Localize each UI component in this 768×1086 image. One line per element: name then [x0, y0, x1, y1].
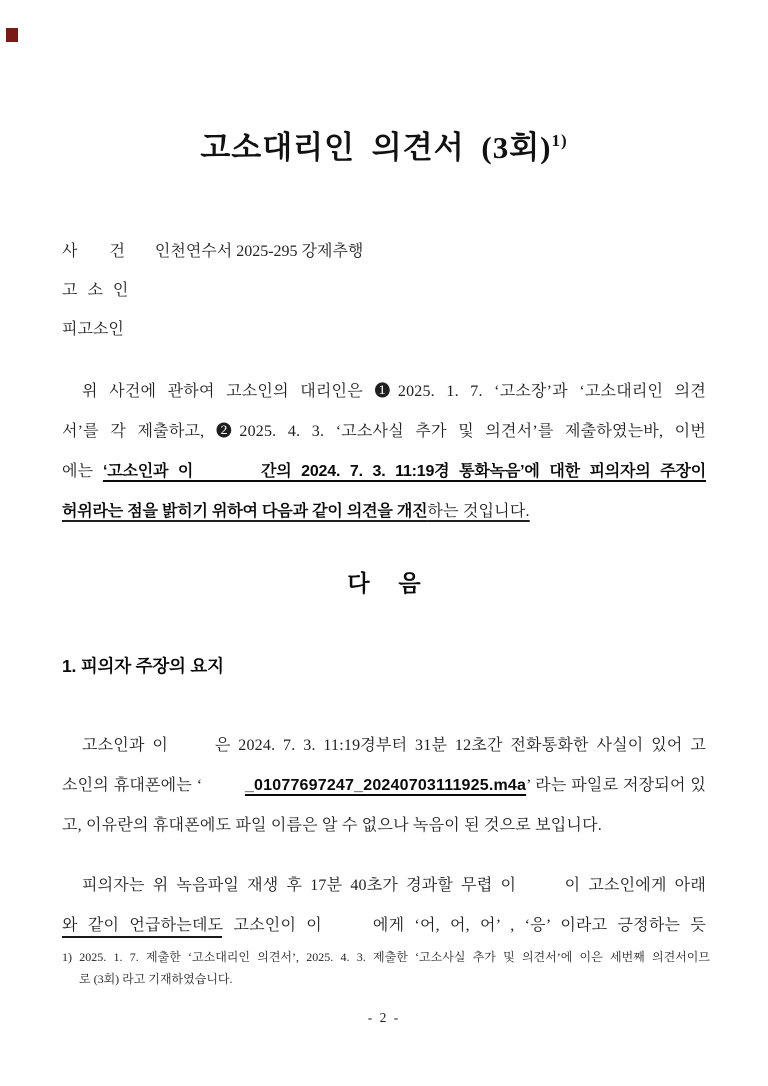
title-footnote-ref: 1) — [551, 131, 568, 150]
recording-line2-pre: 소인의 휴대폰에는 ‘ — [62, 777, 245, 794]
section1-heading: 1. 피의자 주장의 요지 — [62, 656, 224, 676]
footnote-block — [62, 936, 710, 990]
case-label: 사 건 — [62, 243, 125, 260]
text-line: 와 같이 언급하는데도 고소인이 이 에게 ‘어, 어, 어’ , ‘응’ 이라고 긍정하는 듯 — [62, 917, 706, 934]
case-number-line — [62, 232, 706, 271]
intro-line4-plain: 하는 것입니다. — [427, 503, 530, 520]
text-line — [62, 452, 706, 492]
footnote-line: 로 (3회) 라고 기재하였습니다. — [79, 972, 233, 986]
footnote-line: 1) 2025. 1. 7. 제출한 ‘고소대리인 의견서’, 2025. 4. 3. 제출한 ‘고소사실 추가 및 의견서’에 이은 세번째 의견서이므 — [62, 950, 710, 964]
text-line — [62, 492, 706, 532]
recording-paragraph — [62, 726, 706, 846]
case-number-value: 인천연수서 2025-295 강제추행 — [154, 243, 364, 260]
text-line: 고소인과 이 은 2024. 7. 3. 11:19경부터 31분 12초간 전화통화한 사실이 있어 고 — [82, 737, 706, 754]
page-title-text: 고소대리인 의견서 (3회) — [200, 130, 552, 165]
text-line: 피의자는 위 녹음파일 재생 후 17분 40초가 경과할 무렵 이 이 고소인에게 아래 — [82, 877, 706, 894]
intro-line4-emphasis: 허위라는 점을 밝히기 위하여 다음과 같이 의견을 개진 — [62, 503, 428, 520]
intro-line3-plain: 에는 — [62, 463, 103, 480]
text-line — [62, 766, 706, 806]
intro-line3-emphasis: ‘고소인과 이 간의 2024. 7. 3. 11:19경 통화녹음’에 대한 피의자의 주장이 — [102, 463, 706, 480]
accused-label: 피고소인 — [62, 321, 124, 338]
intro-line4-underline — [62, 503, 530, 520]
red-square-mark — [6, 28, 18, 42]
text-line: 위 사건에 관하여 고소인의 대리인은 ❶2025. 1. 7. ‘고소장’과 ‘고소대리인 의견 — [82, 383, 706, 400]
complainant-label: 고 소 인 — [62, 282, 129, 299]
daum-heading: 다 음 — [347, 570, 421, 596]
footnote-separator — [62, 936, 222, 938]
recording-line2-post: ’ 라는 파일로 저장되어 있 — [526, 777, 706, 794]
page-number: - 2 - — [367, 1010, 401, 1025]
page-title — [0, 122, 768, 167]
text-line: 서’를 각 제출하고, ❷2025. 4. 3. ‘고소사실 추가 및 의견서’를 제출하였는바, 이번 — [62, 423, 706, 440]
intro-paragraph — [62, 372, 706, 532]
text-line: 고, 이유란의 휴대폰에도 파일 이름은 알 수 없으나 녹음이 된 것으로 보입니다. — [62, 817, 602, 834]
recording-file-name: _01077697247_20240703111925.m4a — [244, 777, 527, 794]
case-info-block — [62, 232, 706, 349]
suspect-claim-paragraph — [62, 866, 706, 946]
